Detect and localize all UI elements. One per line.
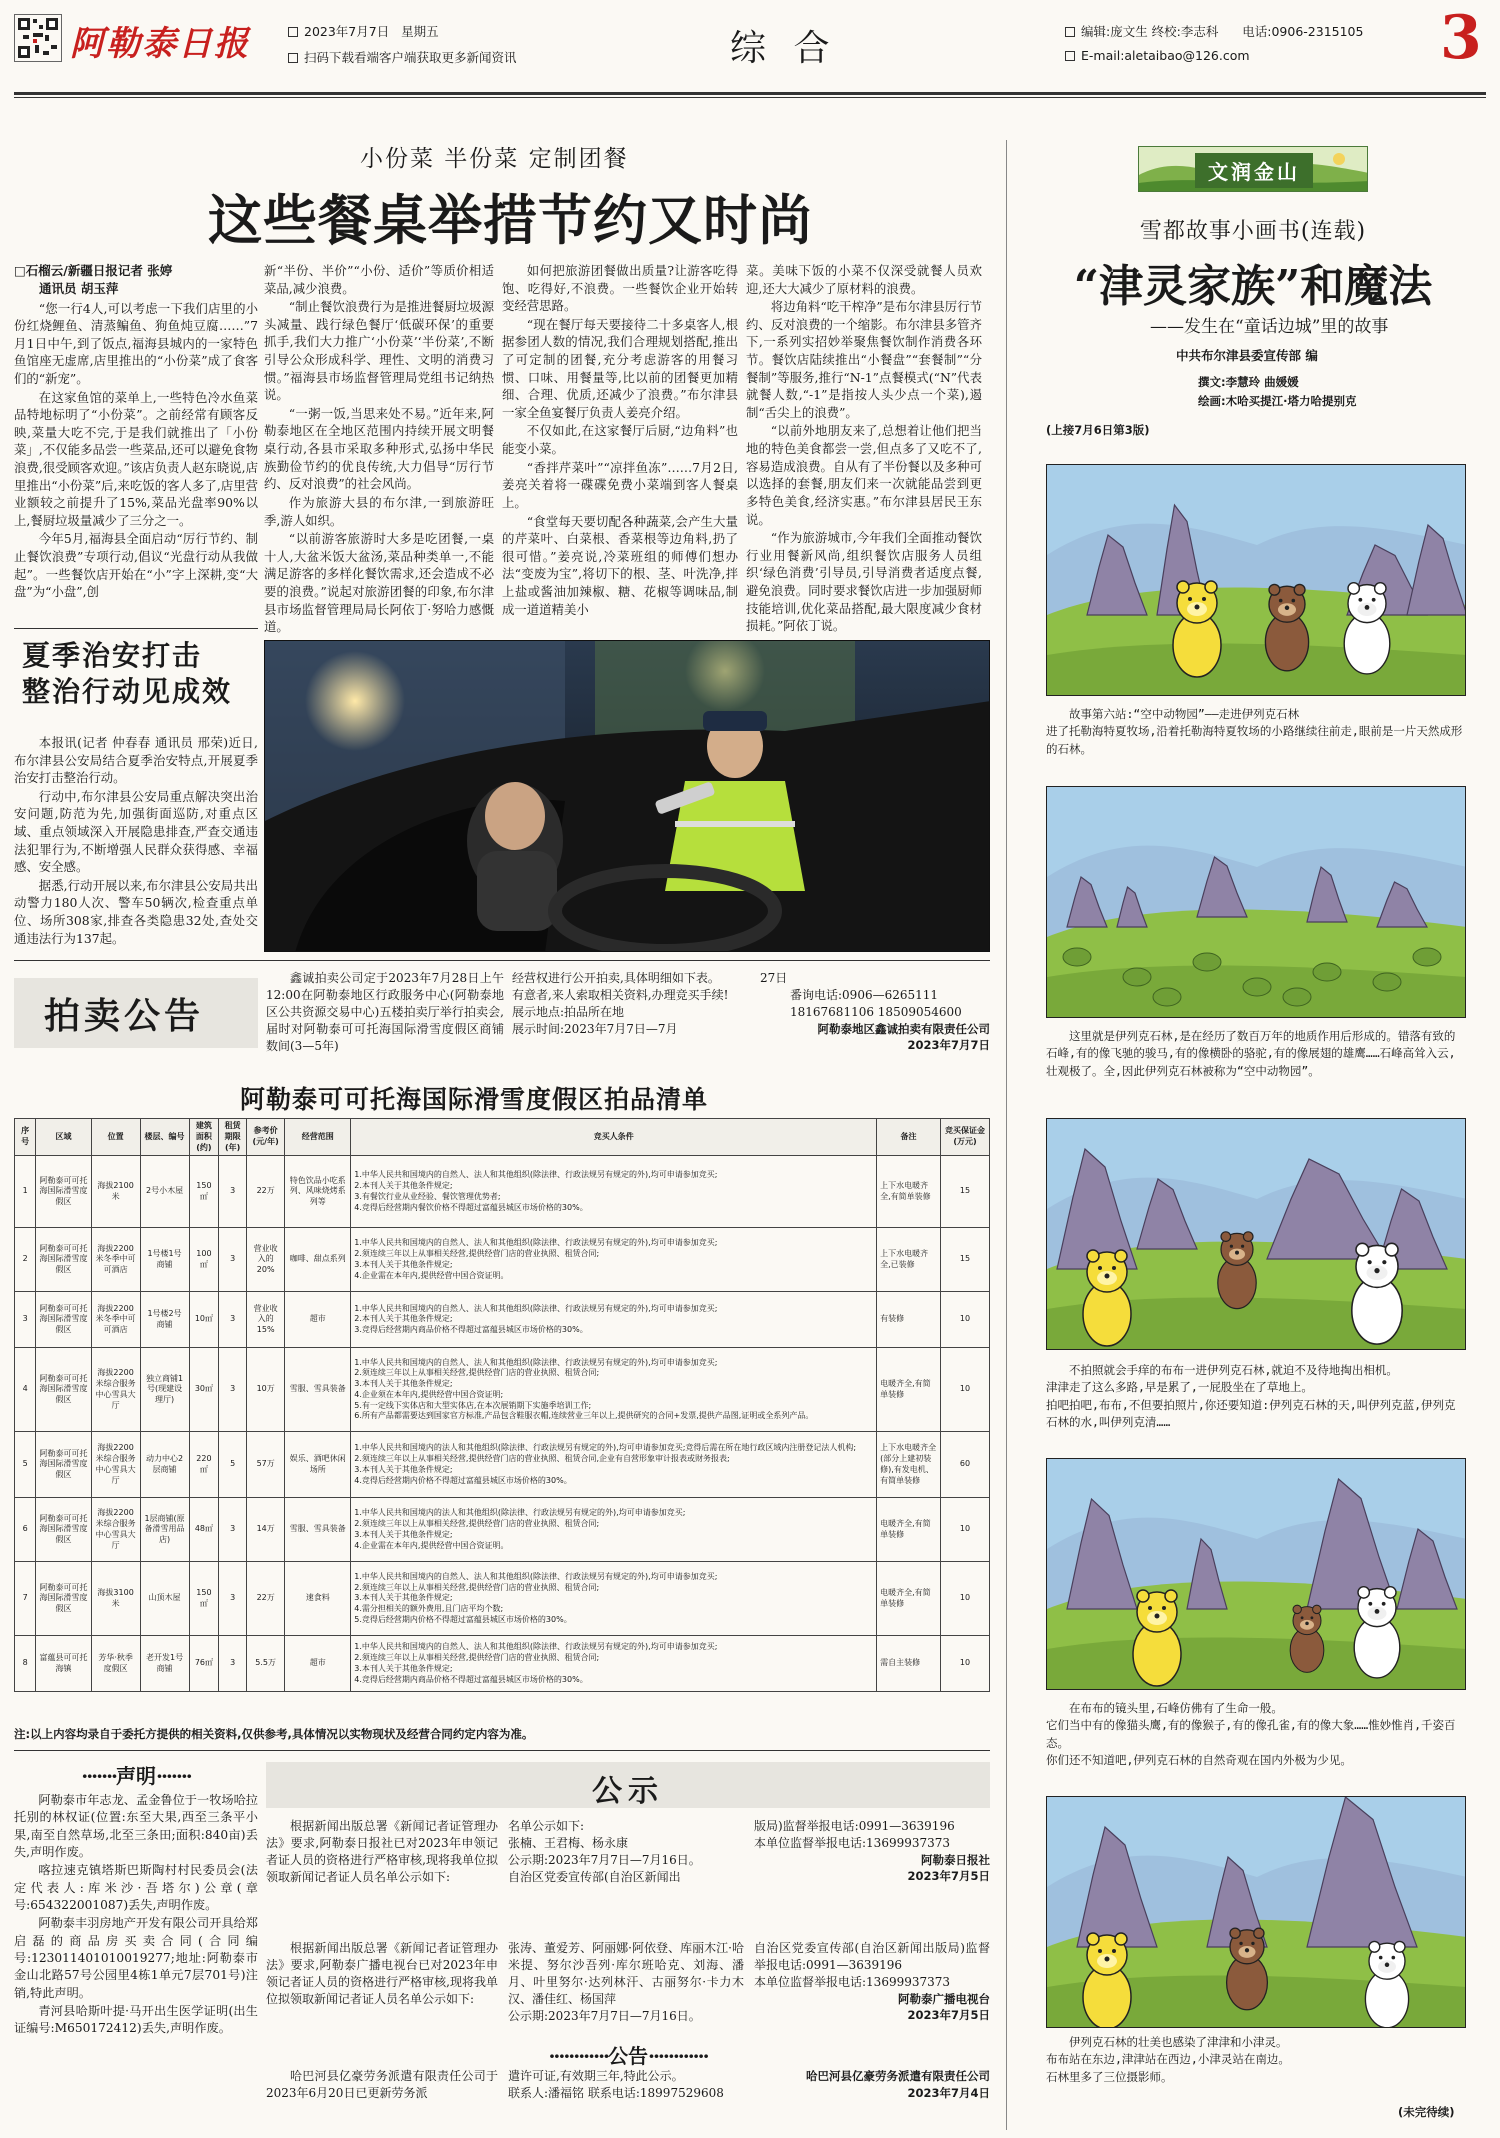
table-cell: 3: [219, 1292, 247, 1348]
table-header-cell: 序号: [15, 1119, 36, 1156]
announcement-col-2: 遣许可证,有效期三年,特此公示。 联系人:潘福铭 联系电话:18997529608: [508, 2069, 724, 2101]
bush-icon: [1413, 948, 1441, 966]
photo-illustration: [265, 641, 990, 952]
brown-bear: [1218, 1232, 1256, 1309]
table-cell: 阿勒泰可可托海国际滑雪度假区: [36, 1498, 91, 1562]
auction-col-3: [760, 970, 990, 1054]
auction-title: 拍卖公告: [44, 995, 205, 1037]
table-cell: 阿勒泰可可托海国际滑雪度假区: [36, 1228, 91, 1292]
paragraph: 阿勒泰市年志龙、孟金鲁位于一牧场哈拉托别的林权证(位置:东至大果,西至三条平小果,南至自然草场,北至三条田;面积:840亩)丢失,声明作废。: [14, 1793, 258, 1859]
table-cell: 5: [219, 1432, 247, 1498]
bush-icon: [1123, 968, 1151, 986]
divider: [14, 1750, 990, 1751]
table-cell: 富蕴县可可托海镇: [36, 1636, 91, 1692]
white-bear: [1365, 1941, 1408, 2027]
paragraph: 如何把旅游团餐做出质量?让游客吃得饱、吃得好,不浪费。一些餐饮企业开始转变经营思路。: [502, 263, 738, 314]
table-row: [15, 1498, 990, 1562]
comic-caption: 这里就是伊列克石林,是在经历了数百万年的地质作用后形成的。错落有致的石峰,有的像飞驰的骏马,有的像横卧的骆驼,有的像展翅的雄鹰……石峰高耸入云,壮观极了。全,因此伊列克石林被称为“空中动物园”。: [1046, 1029, 1456, 1078]
table-cell: 57万: [247, 1432, 285, 1498]
byline-2: 通讯员 胡玉萍: [39, 280, 119, 296]
security-body: [14, 734, 258, 948]
table-cell: 1号楼2号商铺: [140, 1292, 189, 1348]
yellow-bear: [1083, 1933, 1131, 2028]
comic-continued: (上接7月6日第3版): [1046, 423, 1150, 437]
table-cell: 4: [15, 1348, 36, 1432]
notice-text: 根据新闻出版总署《新闻记者证管理办法》要求,阿勒泰广播电视台已对2023年申领记者证人员的资格进行严格审核,现将我单位拟领取新闻记者证人员名单公示如下:: [266, 1941, 498, 2007]
table-cell: 老开发1号商铺: [140, 1636, 189, 1692]
issue-weekday: 星期五: [401, 24, 439, 39]
table-header-cell: 租赁期限(年): [219, 1119, 247, 1156]
comic-series: 雪都故事小画书(连载): [1139, 219, 1367, 244]
comic-scene: [1047, 1797, 1466, 2028]
white-bear: [1352, 1243, 1402, 1344]
auction-col-2: 经营权进行公开拍卖,具体明细如下表。 有意者,来人索取相关资料,办理竞买手续! 展示地点:拍品所在地 展示时间:2023年7月7日—7月: [512, 971, 729, 1037]
declaration-body: [14, 1792, 258, 2039]
announcement-title-wrap: ············公告············: [548, 2044, 708, 2068]
table-header-row: [15, 1119, 990, 1156]
article-col-2: [264, 262, 494, 637]
table-cell: 上下水电暖齐全,已装修: [877, 1228, 941, 1292]
comic-panel-1: [1046, 464, 1466, 696]
auction-org: 阿勒泰地区鑫诚拍卖有限责任公司: [817, 1022, 990, 1037]
byline-1: □石榴云/新疆日报记者 张婷: [14, 263, 173, 278]
table-cell: 海拔2200米冬季中可可酒店: [91, 1292, 140, 1348]
auction-title-box: [14, 978, 258, 1048]
table-cell: 10: [940, 1292, 989, 1348]
bush-icon: [1283, 988, 1311, 1006]
lot-table: [14, 1118, 990, 1692]
lot-table-title: 阿勒泰可可托海国际滑雪度假区拍品清单: [240, 1085, 709, 1114]
table-cell: 1.中华人民共和国境内的自然人、法人和其他组织(除法律、行政法规另有规定的外),均可申请参加竞买; 2.须连续三年以上从事相关经营,提供经营门店的营业执照、租赁合同; 3.本刊人关于其他条件规定; 4.需分担相关的额外费用,且门店平均个数; 5.竞得后经营期内价格不得超过富蕴县城区市场价格的30%。: [351, 1562, 877, 1636]
column-banner: [1138, 146, 1368, 192]
comic-scene: [1047, 1459, 1466, 1690]
date-line: [288, 22, 439, 40]
article-col-4: [746, 262, 982, 636]
table-cell: 1.中华人民共和国境内的法人和其他组织(除法律、行政法规另有规定的外),均可申请参加竞买;竞得后需在所在地行政区域内注册登记法人机构; 2.须连续三年以上从事相关经营,提供经营门店的营业执照、租赁合同,企业有自营形象审计报表或财务报表; 3.本刊人关于其他条件规定; 4.竞得后经营期内价格不得超过富蕴县城区市场价格的30%。: [351, 1432, 877, 1498]
table-cell: 电暖齐全,有简单装修: [877, 1348, 941, 1432]
notice-date: 2023年7月5日: [907, 2008, 990, 2023]
qr-hint: 扫码下载看端客户端获取更多新闻资讯: [304, 50, 517, 65]
comic-panel-4: [1046, 1458, 1466, 1690]
paragraph: “现在餐厅每天要接待二十多桌客人,根据参团人数的情况,我们合理规划搭配,推出了可定制的团餐,充分考虑游客的用餐习惯、口味、用餐量等,比以前的团餐更加精细、合理、优质,还减少了浪费。”布尔津县一家全鱼宴餐厅负责人姜亮介绍。: [502, 316, 738, 420]
table-cell: 1.中华人民共和国境内的自然人、法人和其他组织(除法律、行政法规另有规定的外),均可申请参加竞买; 2.本刊人关于其他条件规定; 3.竞得后经营期内商品价格不得超过富蕴县城区市场价格的30%。: [351, 1292, 877, 1348]
announcement-col-3: [754, 2068, 990, 2103]
table-header-cell: 楼层、编号: [140, 1119, 189, 1156]
table-cell: 娱乐、酒吧休闲场所: [285, 1432, 351, 1498]
table-cell: 1: [15, 1156, 36, 1228]
notice-text: 根据新闻出版总署《新闻记者证管理办法》要求,阿勒泰日报社已对2023年申领记者证人员的资格进行严格审核,现将我单位拟领取新闻记者证人员名单公示如下:: [266, 1819, 498, 1885]
yellow-bear: [1133, 1590, 1181, 1686]
paragraph: “以前游客旅游时大多是吃团餐,一桌十人,大盆米饭大盆汤,菜品种类单一,不能满足游客的多样化餐饮需求,还会造成不必要的浪费。”说起对旅游团餐的印象,布尔津县市场监督管理局局长阿依丁·努哈力感慨道。: [264, 531, 494, 635]
table-cell: 48㎡: [189, 1498, 219, 1562]
table-row: [15, 1292, 990, 1348]
table-cell: 2号小木屋: [140, 1156, 189, 1228]
yellow-bear: [1173, 581, 1221, 677]
paragraph: 菜。美味下饭的小菜不仅深受就餐人员欢迎,还大大减少了原材料的浪费。: [746, 263, 982, 296]
table-row: [15, 1562, 990, 1636]
paragraph: 不仅如此,在这家餐厅后厨,“边角料”也能变小菜。: [502, 423, 738, 457]
bush-icon: [1063, 948, 1091, 966]
table-header-cell: 竞买人条件: [351, 1119, 877, 1156]
table-cell: 3: [15, 1292, 36, 1348]
table-cell: 电暖齐全,有简单装修: [877, 1498, 941, 1562]
table-cell: 1.中华人民共和国境内的法人和其他组织(除法律、行政法规另有规定的外),均可申请参加竞买; 2.须连续三年以上从事相关经营,提供经营门店的营业执照、租赁合同; 3.本刊人关于其他条件规定; 4.企业需在本年内,提供经营中国合资证明。: [351, 1498, 877, 1562]
public-notice-title: 公示: [592, 1774, 664, 1809]
table-row: [15, 1636, 990, 1692]
table-cell: 1.中华人民共和国境内的自然人、法人和其他组织(除法律、行政法规另有规定的外),均可申请参加竞买; 2.须连续三年以上从事相关经营,提供经营门店的营业执照、租赁合同; 3.本刊人关于其他条件规定; 4.企业需在本年内,提供经营中国合资证明。: [351, 1228, 877, 1292]
paragraph: “以前外地朋友来了,总想着让他们把当地的特色美食都尝一尝,但点多了又吃不了,容易造成浪费。自从有了半份餐以及多种可以选择的套餐,朋友们来一次就能品尝到更多特色美食,经济实惠。”布尔津县居民王东说。: [746, 423, 982, 527]
table-cell: 海拔2200米综合服务中心雪具大厅: [91, 1498, 140, 1562]
email: E-mail:aletaibao@126.com: [1081, 48, 1250, 63]
table-cell: 3: [219, 1348, 247, 1432]
table-header-cell: 经营范围: [285, 1119, 351, 1156]
table-cell: 10: [940, 1636, 989, 1692]
table-cell: 上下水电暖齐全(部分上建初装修),有发电机、有简单装修: [877, 1432, 941, 1498]
issue-date: 2023年7月7日: [304, 24, 390, 39]
table-cell: 海拔2200米综合服务中心雪具大厅: [91, 1432, 140, 1498]
brown-bear: [1290, 1605, 1324, 1672]
table-cell: 1号楼1号商铺: [140, 1228, 189, 1292]
auction-mobile: 18167681106 18509054600: [790, 1005, 962, 1020]
table-cell: 上下水电暖齐全,有简单装修: [877, 1156, 941, 1228]
notice-1-col-2: 名单公示如下: 张楠、王君梅、杨永康 公示期:2023年7月7日—7月16日。 自治区党委宣传部(自治区新闻出: [508, 1819, 701, 1885]
paper-name: 阿勒泰日报: [70, 24, 250, 64]
article-col-3: [502, 262, 738, 619]
table-cell: 1.中华人民共和国境内的自然人、法人和其他组织(除法律、行政法规另有规定的外),均可申请参加竞买; 2.本刊人关于其他条件规定; 3.有餐饮行业从业经验、餐饮管理优势者; 4.竞得后经营期内餐饮价格不得超过富蕴县城区市场价格的30%。: [351, 1156, 877, 1228]
phone: 电话:0906-2315105: [1242, 24, 1364, 39]
comic-caption: 故事第六站:“空中动物园”——走进伊列克石林 进了托勒海特夏牧场,沿着托勒海特夏牧场的小路继续往前走,眼前是一片天然成形的石林。: [1046, 707, 1463, 756]
paragraph: 将边角料“吃干榨净”是布尔津县厉行节约、反对浪费的一个缩影。布尔津县多管齐下,一系列实招妙举聚焦餐饮制作消费各环节。餐饮店陆续推出“小餐盘”“套餐制”“分餐制”等服务,推行“N-1”点餐模式(“N”代表就餐人数,“-1”是指按人头少点一个菜),遏制“舌尖上的浪费”。: [746, 299, 982, 420]
table-row: [15, 1432, 990, 1498]
table-cell: 阿勒泰可可托海国际滑雪度假区: [36, 1156, 91, 1228]
table-cell: 150㎡: [189, 1562, 219, 1636]
comic-title: “津灵家族”和魔法: [1073, 261, 1433, 312]
paragraph: 本报讯(记者 仲春春 通讯员 邢荣)近日,布尔津县公安局结合夏季治安特点,开展夏季治安打击整治行动。: [14, 735, 258, 786]
bush-icon: [1313, 963, 1341, 981]
table-cell: 海拔2100米: [91, 1156, 140, 1228]
table-cell: 8: [15, 1636, 36, 1692]
table-cell: 5.5万: [247, 1636, 285, 1692]
public-notice-title-box: [266, 1762, 990, 1808]
table-cell: 14万: [247, 1498, 285, 1562]
table-cell: 雪服、雪具装备: [285, 1348, 351, 1432]
table-cell: 150㎡: [189, 1156, 219, 1228]
masthead-rule-thin: [14, 97, 1486, 98]
security-headline-2: 整治行动见成效: [22, 675, 233, 709]
comic-artist: 绘画:木哈买提江·塔力哈提别克: [1198, 394, 1357, 408]
table-header-cell: 建筑面积(约): [189, 1119, 219, 1156]
paragraph: “制止餐饮浪费行为是推进餐厨垃圾源头减量、践行绿色餐厅‘低碳环保’的重要抓手,我们大力推广‘小份菜’‘半份菜’,不断引导公众形成科学、理性、文明的消费习惯。”福海县市场监督管理局党组书记纳热说。: [264, 299, 494, 403]
table-cell: 阿勒泰可可托海国际滑雪度假区: [36, 1348, 91, 1432]
comic-writers: 撰文:李慧玲 曲媛媛: [1198, 375, 1299, 389]
table-row: [15, 1348, 990, 1432]
table-cell: 雪服、雪具装备: [285, 1498, 351, 1562]
notice-text: 自治区党委宣传部(自治区新闻出版局)监督举报电话:0991—3639196 本单位监督举报电话:13699937373: [754, 1941, 990, 1990]
brown-bear: [1265, 584, 1308, 670]
comic-caption: 在布布的镜头里,石峰仿佛有了生命一般。 它们当中有的像猫头鹰,有的像猴子,有的像孔雀,有的像大象……惟妙惟肖,千姿百态。 你们还不知道吧,伊列克石林的自然奇观在国内外极为少见。: [1046, 1701, 1456, 1767]
masthead-rule: [14, 92, 1486, 95]
table-header-cell: 位置: [91, 1119, 140, 1156]
page-number: 3: [1440, 3, 1482, 73]
table-cell: 22万: [247, 1562, 285, 1636]
notice-org: 阿勒泰日报社: [921, 1853, 990, 1868]
white-bear: [1344, 583, 1390, 674]
security-headline-1: 夏季治安打击: [22, 639, 203, 672]
table-header-cell: 区域: [36, 1119, 91, 1156]
yellow-bear: [1083, 1250, 1131, 1346]
table-cell: 动力中心2层商铺: [140, 1432, 189, 1498]
table-header-cell: 备注: [877, 1119, 941, 1156]
article-headline: 这些餐桌举措节约又时尚: [208, 188, 813, 252]
table-cell: 100㎡: [189, 1228, 219, 1292]
table-cell: 超市: [285, 1636, 351, 1692]
table-cell: 3: [219, 1228, 247, 1292]
article-col-1: [14, 262, 258, 602]
lot-table-body: [15, 1156, 990, 1692]
table-cell: 6: [15, 1498, 36, 1562]
table-cell: 76㎡: [189, 1636, 219, 1692]
table-cell: 7: [15, 1562, 36, 1636]
lot-table-wrap: [14, 1118, 990, 1692]
table-cell: 特色饮品小吃系列、风味烧烤系列等: [285, 1156, 351, 1228]
table-cell: 阿勒泰可可托海国际滑雪度假区: [36, 1292, 91, 1348]
announcement-text: 哈巴河县亿豪劳务派遣有限责任公司于2023年6月20日已更新劳务派: [266, 2069, 498, 2101]
table-cell: 芳华·秋季度假区: [91, 1636, 140, 1692]
auction-date-end: 27日: [760, 971, 788, 985]
table-row: [15, 1228, 990, 1292]
paragraph: “作为旅游城市,今年我们全面推动餐饮行业用餐新风尚,组织餐饮店服务人员组织‘绿色消费’引导员,引导消费者适度点餐,避免浪费。同时要求餐饮店进一步加强厨师技能培训,优化菜品搭配,最大限度减少食材损耗。”阿依丁说。: [746, 530, 982, 634]
table-header-cell: 竞买保证金(万元): [940, 1119, 989, 1156]
paragraph: 在这家鱼馆的菜单上,一些特色冷水鱼菜品特地标明了“小份菜”。之前经常有顾客反映,菜量大吃不完,于是我们就推出了「小份菜」,不仅能多品尝一些菜品,还可以避免食物浪费,很受顾客欢迎。”该店负责人赵东晓说,店里推出“小份菜”后,来吃饭的客人多了,店里营业额较之前提升了15%,菜品光盘率90%以上,餐厨垃圾量减少了三分之一。: [14, 389, 258, 528]
table-cell: 海拔2200米综合服务中心雪具大厅: [91, 1348, 140, 1432]
bush-icon: [1153, 988, 1181, 1006]
announcement-title: 公告: [608, 2044, 648, 2068]
table-cell: 电暖齐全,有简单装修: [877, 1562, 941, 1636]
notice-2-col-3: [754, 1940, 990, 2024]
table-cell: 海拔2200米冬季中可可酒店: [91, 1228, 140, 1292]
notice-text: 版局)监督举报电话:0991—3639196 本单位监督举报电话:13699937373: [754, 1819, 955, 1851]
table-cell: 速食料: [285, 1562, 351, 1636]
bush-icon: [1243, 978, 1271, 996]
table-cell: 1层商铺(原备滑雪用品店): [140, 1498, 189, 1562]
table-cell: 营业收入的15%: [247, 1292, 285, 1348]
table-cell: 山顶木屋: [140, 1562, 189, 1636]
table-cell: 3: [219, 1498, 247, 1562]
paragraph: 据悉,行动开展以来,布尔津县公安局共出动警力180人次、警车50辆次,检查重点单位、场所308家,排查各类隐患32处,查处交通违法行为137起。: [14, 877, 258, 946]
editor-line: [1065, 22, 1363, 40]
white-bear: [1354, 1587, 1400, 1678]
notice-1-col-1: [266, 1818, 498, 1887]
table-cell: 阿勒泰可可托海国际滑雪度假区: [36, 1432, 91, 1498]
paragraph: “香拌芹菜叶”“凉拌鱼冻”……7月2日,姜亮关着将一碟碟免费小菜端到客人餐桌上。: [502, 459, 738, 510]
notice-2-col-1: [266, 1940, 498, 2009]
bush-icon: [1193, 953, 1221, 971]
paragraph: 青河县哈斯叶提·马开出生医学证明(出生证编号:M650172412)丢失,声明作废。: [14, 2003, 258, 2036]
divider: [14, 628, 258, 629]
comic-publisher: 中共布尔津县委宣传部 编: [1176, 348, 1318, 363]
auction-phone: 番询电话:0906—6265111: [790, 988, 939, 1003]
bush-icon: [1373, 973, 1401, 991]
table-cell: 3: [219, 1156, 247, 1228]
qr-code[interactable]: [14, 14, 62, 62]
comic-scene: [1047, 787, 1466, 1018]
table-cell: 15: [940, 1156, 989, 1228]
paragraph: “食堂每天要切配各种蔬菜,会产生大量的芹菜叶、白菜根、香菜根等边角料,扔了很可惜。”姜亮说,冷菜班组的师傅们想办法“变废为宝”,将切下的根、茎、叶洗净,拌上盐或酱油加辣椒、糖、花椒等调味品,制成一道道精美小: [502, 513, 738, 617]
table-cell: 有装修: [877, 1292, 941, 1348]
table-cell: 超市: [285, 1292, 351, 1348]
comic-panel-3: [1046, 1118, 1466, 1350]
table-cell: 10㎡: [189, 1292, 219, 1348]
comic-scene: [1047, 465, 1466, 696]
auction-col-1: [266, 970, 504, 1056]
comic-caption: 不拍照就会手痒的布布一进伊列克石林,就迫不及待地掏出相机。 津津走了这么多路,早是累了,一屁股坐在了草地上。 拍吧拍吧,布布,不但要拍照片,你还要知道:伊列克石林的天,叫伊列克蓝,伊列克石林的水,叫伊列克清……: [1046, 1363, 1456, 1429]
notice-date: 2023年7月5日: [907, 1869, 990, 1884]
lot-table-footnote: 注:以上内容均录自于委托方提供的相关资料,仅供参考,具体情况以实物现状及经营合同约定内容为准。: [14, 1727, 534, 1741]
table-cell: 独立商铺1号(现建设理厅): [140, 1348, 189, 1432]
qr-icon: [15, 15, 61, 61]
notice-1-col-3: [754, 1818, 990, 1885]
announcement-date: 2023年7月4日: [907, 2086, 990, 2101]
paragraph: 行动中,布尔津县公安局重点解决突出治安问题,防范为先,加强街面巡防,对重点区域、重点领域深入开展隐患排查,严查交通违法犯罪行为,不断增强人民群众获得感、幸福感、安全感。: [14, 788, 258, 875]
article-kicker: 小份菜 半份菜 定制团餐: [360, 146, 629, 172]
table-row: [15, 1156, 990, 1228]
table-cell: 10: [940, 1348, 989, 1432]
column-name: 文润金山: [1195, 153, 1313, 188]
announcement-col-1: [266, 2068, 498, 2103]
paragraph: 阿勒泰丰羽房地产开发有限公司开具给郑启磊的商品房买卖合同(合同编号:123011401010019277;地址:阿勒泰市金山北路57号公园里4栋1单元7层701号)注销,特此声明。: [14, 1916, 258, 2000]
table-cell: 咖啡、甜点系列: [285, 1228, 351, 1292]
notice-2-col-2: 张涛、董爱芳、阿丽娜·阿依登、库丽木江·哈米提、努尔沙吾列·库尔班哈克、刘海、潘月、叶里努尔·达列林汗、古丽努尔·卡力木汉、潘佳红、杨国萍 公示期:2023年7月7日—7月16日。: [508, 1941, 744, 2024]
table-cell: 15: [940, 1228, 989, 1292]
table-cell: 3: [219, 1562, 247, 1636]
declaration-title-wrap: ·······声明·······: [81, 1764, 191, 1788]
auction-text: 鑫诚拍卖公司定于2023年7月28日上午12:00在阿勒泰地区行政服务中心(阿勒泰地区公共资源交易中心)五楼拍卖厅举行拍卖会,届时对阿勒泰可可托海国际滑雪度假区商铺数间(3—5年): [266, 971, 504, 1054]
table-cell: 海拔3100米: [91, 1562, 140, 1636]
column-divider: [1006, 140, 1007, 2130]
section-name: 综 合: [730, 28, 838, 69]
announcement-org: 哈巴河县亿豪劳务派遣有限责任公司: [806, 2069, 990, 2083]
security-headline: [22, 638, 232, 711]
table-cell: 22万: [247, 1156, 285, 1228]
comic-caption: 伊列克石林的壮美也感染了津津和小津灵。 布布站在东边,津津站在西边,小津灵站在南边。 石林里多了三位摄影师。: [1046, 2035, 1290, 2084]
comic-subtitle: ——发生在“童话边城”里的故事: [1150, 317, 1389, 337]
comic-scene: [1047, 1119, 1466, 1350]
email-line: [1065, 48, 1250, 63]
declaration-title: 声明: [116, 1764, 156, 1788]
editors: 编辑:庞文生 终校:李志科: [1081, 24, 1219, 39]
paragraph: “一粥一饭,当思来处不易。”近年来,阿勒泰地区在全地区范围内持续开展文明餐桌行动,各县市采取多种形式,弘扬中华民族勤俭节约的优良传统,大力倡导“厉行节约、反对浪费”的社会风尚。: [264, 405, 494, 492]
table-cell: 营业收入的20%: [247, 1228, 285, 1292]
table-cell: 60: [940, 1432, 989, 1498]
table-cell: 1.中华人民共和国境内的自然人、法人和其他组织(除法律、行政法规另有规定的外),均可申请参加竞买; 2.须连续三年以上从事相关经营,提供经营门店的营业执照、租赁合同; 3.本刊人关于其他条件规定; 4.竞得后经营期内商品价格不得超过富蕴县城区市场价格的30%。: [351, 1636, 877, 1692]
table-header-cell: 参考价(元/年): [247, 1119, 285, 1156]
table-cell: 5: [15, 1432, 36, 1498]
table-cell: 10: [940, 1498, 989, 1562]
divider: [14, 960, 990, 961]
paragraph: 今年5月,福海县全面启动“厉行节约、制止餐饮浪费”专项行动,倡议“光盘行动从我做起”。一些餐饮店开始在“小”字上深耕,变“大盘”为“小盘”,创: [14, 531, 258, 600]
paragraph: 喀拉速克镇塔斯巴斯陶村村民委员会(法定代表人:库米沙·吾塔尔)公章(章号:654322001087)丢失,声明作废。: [14, 1863, 258, 1912]
comic-panel-5: [1046, 1796, 1466, 2028]
notice-org: 阿勒泰广播电视台: [898, 1992, 990, 2007]
paragraph: “您一行4人,可以考虑一下我们店里的小份红烧鲤鱼、清蒸鳊鱼、狗鱼炖豆腐……”7月1日中午,到了饭点,福海县城内的一家特色鱼馆座无虚席,店里推出的“小份菜”成了食客们的“新宠”。: [14, 300, 258, 386]
table-cell: 10: [940, 1562, 989, 1636]
qr-hint-line: [288, 48, 517, 66]
table-cell: 3: [219, 1636, 247, 1692]
table-cell: 1.中华人民共和国境内的自然人、法人和其他组织(除法律、行政法规另有规定的外),均可申请参加竞买; 2.须连续三年以上从事相关经营,提供经营门店的营业执照、租赁合同; 3.本刊人关于其他条件规定; 4.企业须在本年内,提供经营中国合资证明; 5.有一定线下实体店和大型实体店,在本次展销期下实施季培训工作; 6.所有产品都需要达到国家官方标准,产品包含鞋服衣帽,连续营业三年以上,提供研究的合同+发票,提供产品图,证明或全系列产品。: [351, 1348, 877, 1432]
table-cell: 需自主装修: [877, 1636, 941, 1692]
table-cell: 10万: [247, 1348, 285, 1432]
police-check-photo: [264, 640, 990, 952]
table-cell: 220㎡: [189, 1432, 219, 1498]
brown-bear: [1227, 1928, 1268, 2010]
paragraph: 作为旅游大县的布尔津,一到旅游旺季,游人如织。: [264, 494, 494, 528]
table-cell: 阿勒泰可可托海国际滑雪度假区: [36, 1562, 91, 1636]
table-cell: 30㎡: [189, 1348, 219, 1432]
comic-panel-2: [1046, 786, 1466, 1018]
to-be-continued: (未完待续): [1398, 2105, 1455, 2119]
auction-date: 2023年7月7日: [907, 1038, 990, 1053]
paragraph: 新“半份、半价”“小份、适价”等质价相适菜品,减少浪费。: [264, 263, 494, 296]
table-cell: 2: [15, 1228, 36, 1292]
